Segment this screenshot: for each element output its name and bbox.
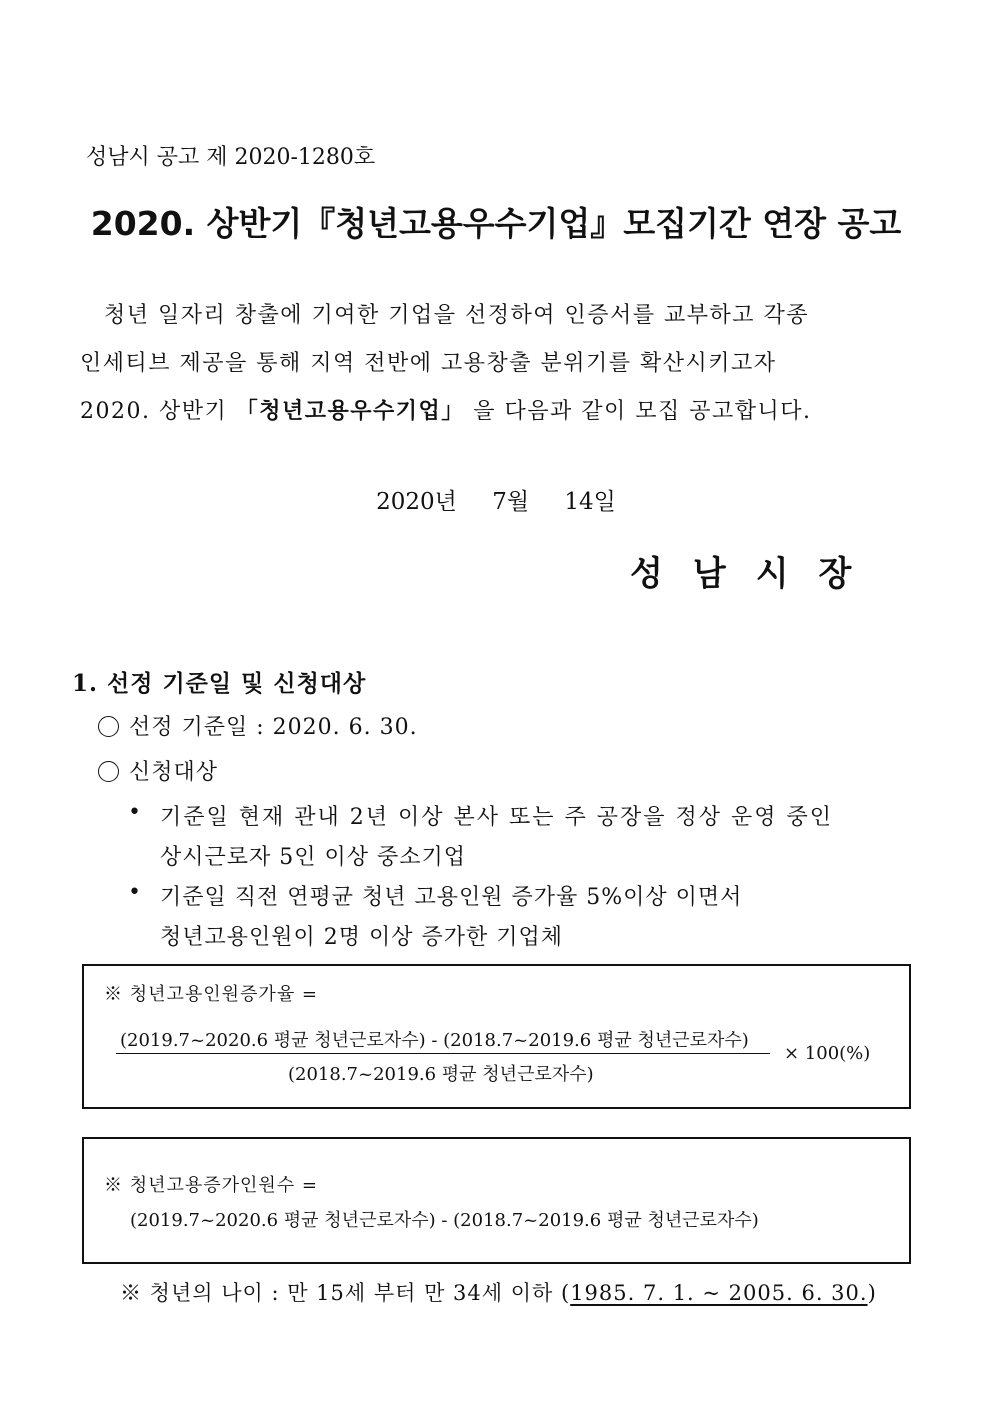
- increase-count-formula-box: [82, 1137, 911, 1264]
- circle-bullet-icon: [98, 761, 119, 782]
- criteria-date-item: [98, 710, 418, 741]
- growth-rate-label: ※ 청년고용인원증가율 =: [104, 984, 319, 1005]
- growth-rate-multiplier: × 100(%): [784, 1043, 871, 1064]
- youth-age-text: ※ 청년의 나이 : 만 15세 부터 만 34세 이하 (: [120, 1281, 571, 1305]
- section-1-title: 1. 선정 기준일 및 신청대상: [72, 670, 367, 697]
- intro-line-3: [80, 394, 812, 425]
- bullet-1-line-2: 상시근로자 5인 이상 중소기업: [160, 845, 467, 870]
- notice-number: 성남시 공고 제 2020-1280호: [86, 145, 376, 170]
- youth-age-close: ): [867, 1281, 877, 1305]
- circle-bullet-icon: [98, 716, 119, 737]
- eligibility-item: [98, 755, 218, 786]
- date-year: 2020년: [376, 489, 457, 515]
- bullet-1-line-1: 기준일 현재 관내 2년 이상 본사 또는 주 공장을 정상 운영 중인: [160, 805, 833, 830]
- youth-age-note: [120, 1277, 877, 1307]
- intro-line-3-prefix: 2020. 상반기: [80, 399, 236, 424]
- youth-birth-range: 1985. 7. 1. ~ 2005. 6. 30.: [570, 1281, 868, 1305]
- bullet-dot-icon: •: [128, 880, 141, 905]
- date-month: 7월: [492, 489, 530, 515]
- eligibility-text: 신청대상: [129, 760, 219, 785]
- fraction-line: [116, 1053, 770, 1054]
- bullet-dot-icon: •: [128, 800, 141, 825]
- increase-count-formula: (2019.7~2020.6 평균 청년근로자수) - (2018.7~2019.6 평균 청년근로자수): [130, 1210, 759, 1231]
- date-day: 14일: [564, 489, 616, 515]
- signer: 성남시장: [630, 554, 882, 594]
- intro-line-3-suffix: 을 다음과 같이 모집 공고합니다.: [464, 399, 812, 424]
- intro-line-2: 인세티브 제공을 통해 지역 전반에 고용창출 분위기를 확산시키고자: [80, 351, 777, 376]
- notice-date: [0, 483, 992, 516]
- intro-company-title: 「청년고용우수기업」: [235, 399, 465, 424]
- growth-rate-denominator: (2018.7~2019.6 평균 청년근로자수): [288, 1064, 594, 1085]
- intro-line-1: 청년 일자리 창출에 기여한 기업을 선정하여 인증서를 교부하고 각종: [104, 303, 810, 328]
- bullet-2-line-2: 청년고용인원이 2명 이상 증가한 기업체: [160, 925, 564, 950]
- page-title: 2020. 상반기『청년고용우수기업』모집기간 연장 공고: [90, 204, 902, 243]
- criteria-date-text: 선정 기준일 : 2020. 6. 30.: [129, 715, 418, 740]
- increase-count-label: ※ 청년고용증가인원수 =: [104, 1175, 319, 1196]
- growth-rate-numerator: (2019.7~2020.6 평균 청년근로자수) - (2018.7~2019.6 평균 청년근로자수): [120, 1030, 749, 1051]
- bullet-2-line-1: 기준일 직전 연평균 청년 고용인원 증가율 5%이상 이면서: [160, 885, 743, 910]
